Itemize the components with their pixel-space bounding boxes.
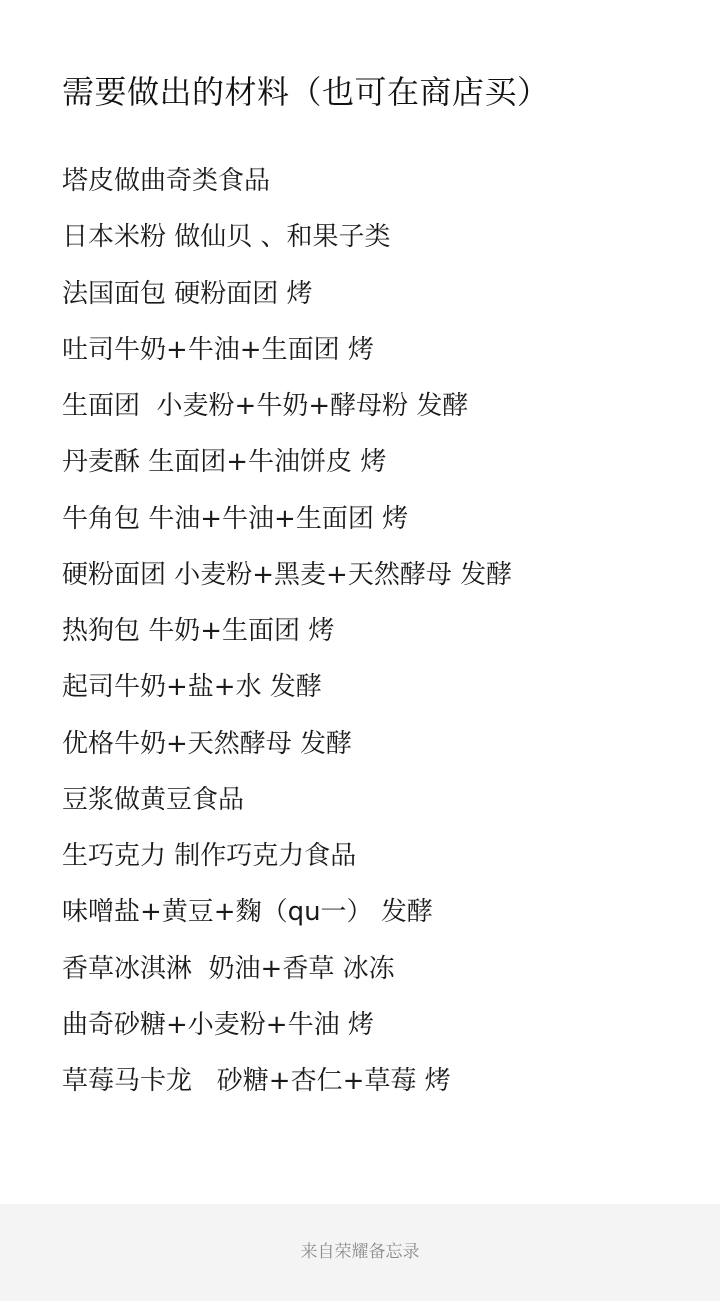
footer [0,1204,720,1301]
note-line: 牛角包 牛油+牛油+生面团 烤 [62,503,409,534]
note-title: 需要做出的材料（也可在商店买） [62,73,550,111]
note-line: 香草冰淇淋 奶油+香草 冰冻 [62,953,395,984]
note-body [62,155,512,1111]
note-line: 优格牛奶+天然酵母 发酵 [62,728,353,759]
note-line: 法国面包 硬粉面团 烤 [62,278,313,309]
note-line: 丹麦酥 生面团+牛油饼皮 烤 [62,447,387,478]
note-line: 起司牛奶+盐+水 发酵 [62,672,322,703]
note-line: 热狗包 牛奶+生面团 烤 [62,616,335,646]
source-label: 来自荣耀备忘录 [300,1242,420,1262]
note-line: 豆浆做黄豆食品 [62,784,245,815]
note-line: 曲奇砂糖+小麦粉+牛油 烤 [62,1009,374,1040]
note-line: 味噌盐+黄豆+麴（qu一） 发酵 [62,897,433,928]
note-line: 吐司牛奶+牛油+生面团 烤 [62,334,374,365]
note-line: 草莓马卡龙 砂糖+杏仁+草莓 烤 [62,1066,451,1096]
note-line: 日本米粉 做仙贝 、和果子类 [62,222,391,253]
note-line: 硬粉面团 小麦粉+黑麦+天然酵母 发酵 [62,559,513,590]
note-line: 生面团 小麦粉+牛奶+酵母粉 发酵 [62,391,469,421]
note-line: 生巧克力 制作巧克力食品 [62,841,357,871]
note-line: 塔皮做曲奇类食品 [62,166,271,196]
